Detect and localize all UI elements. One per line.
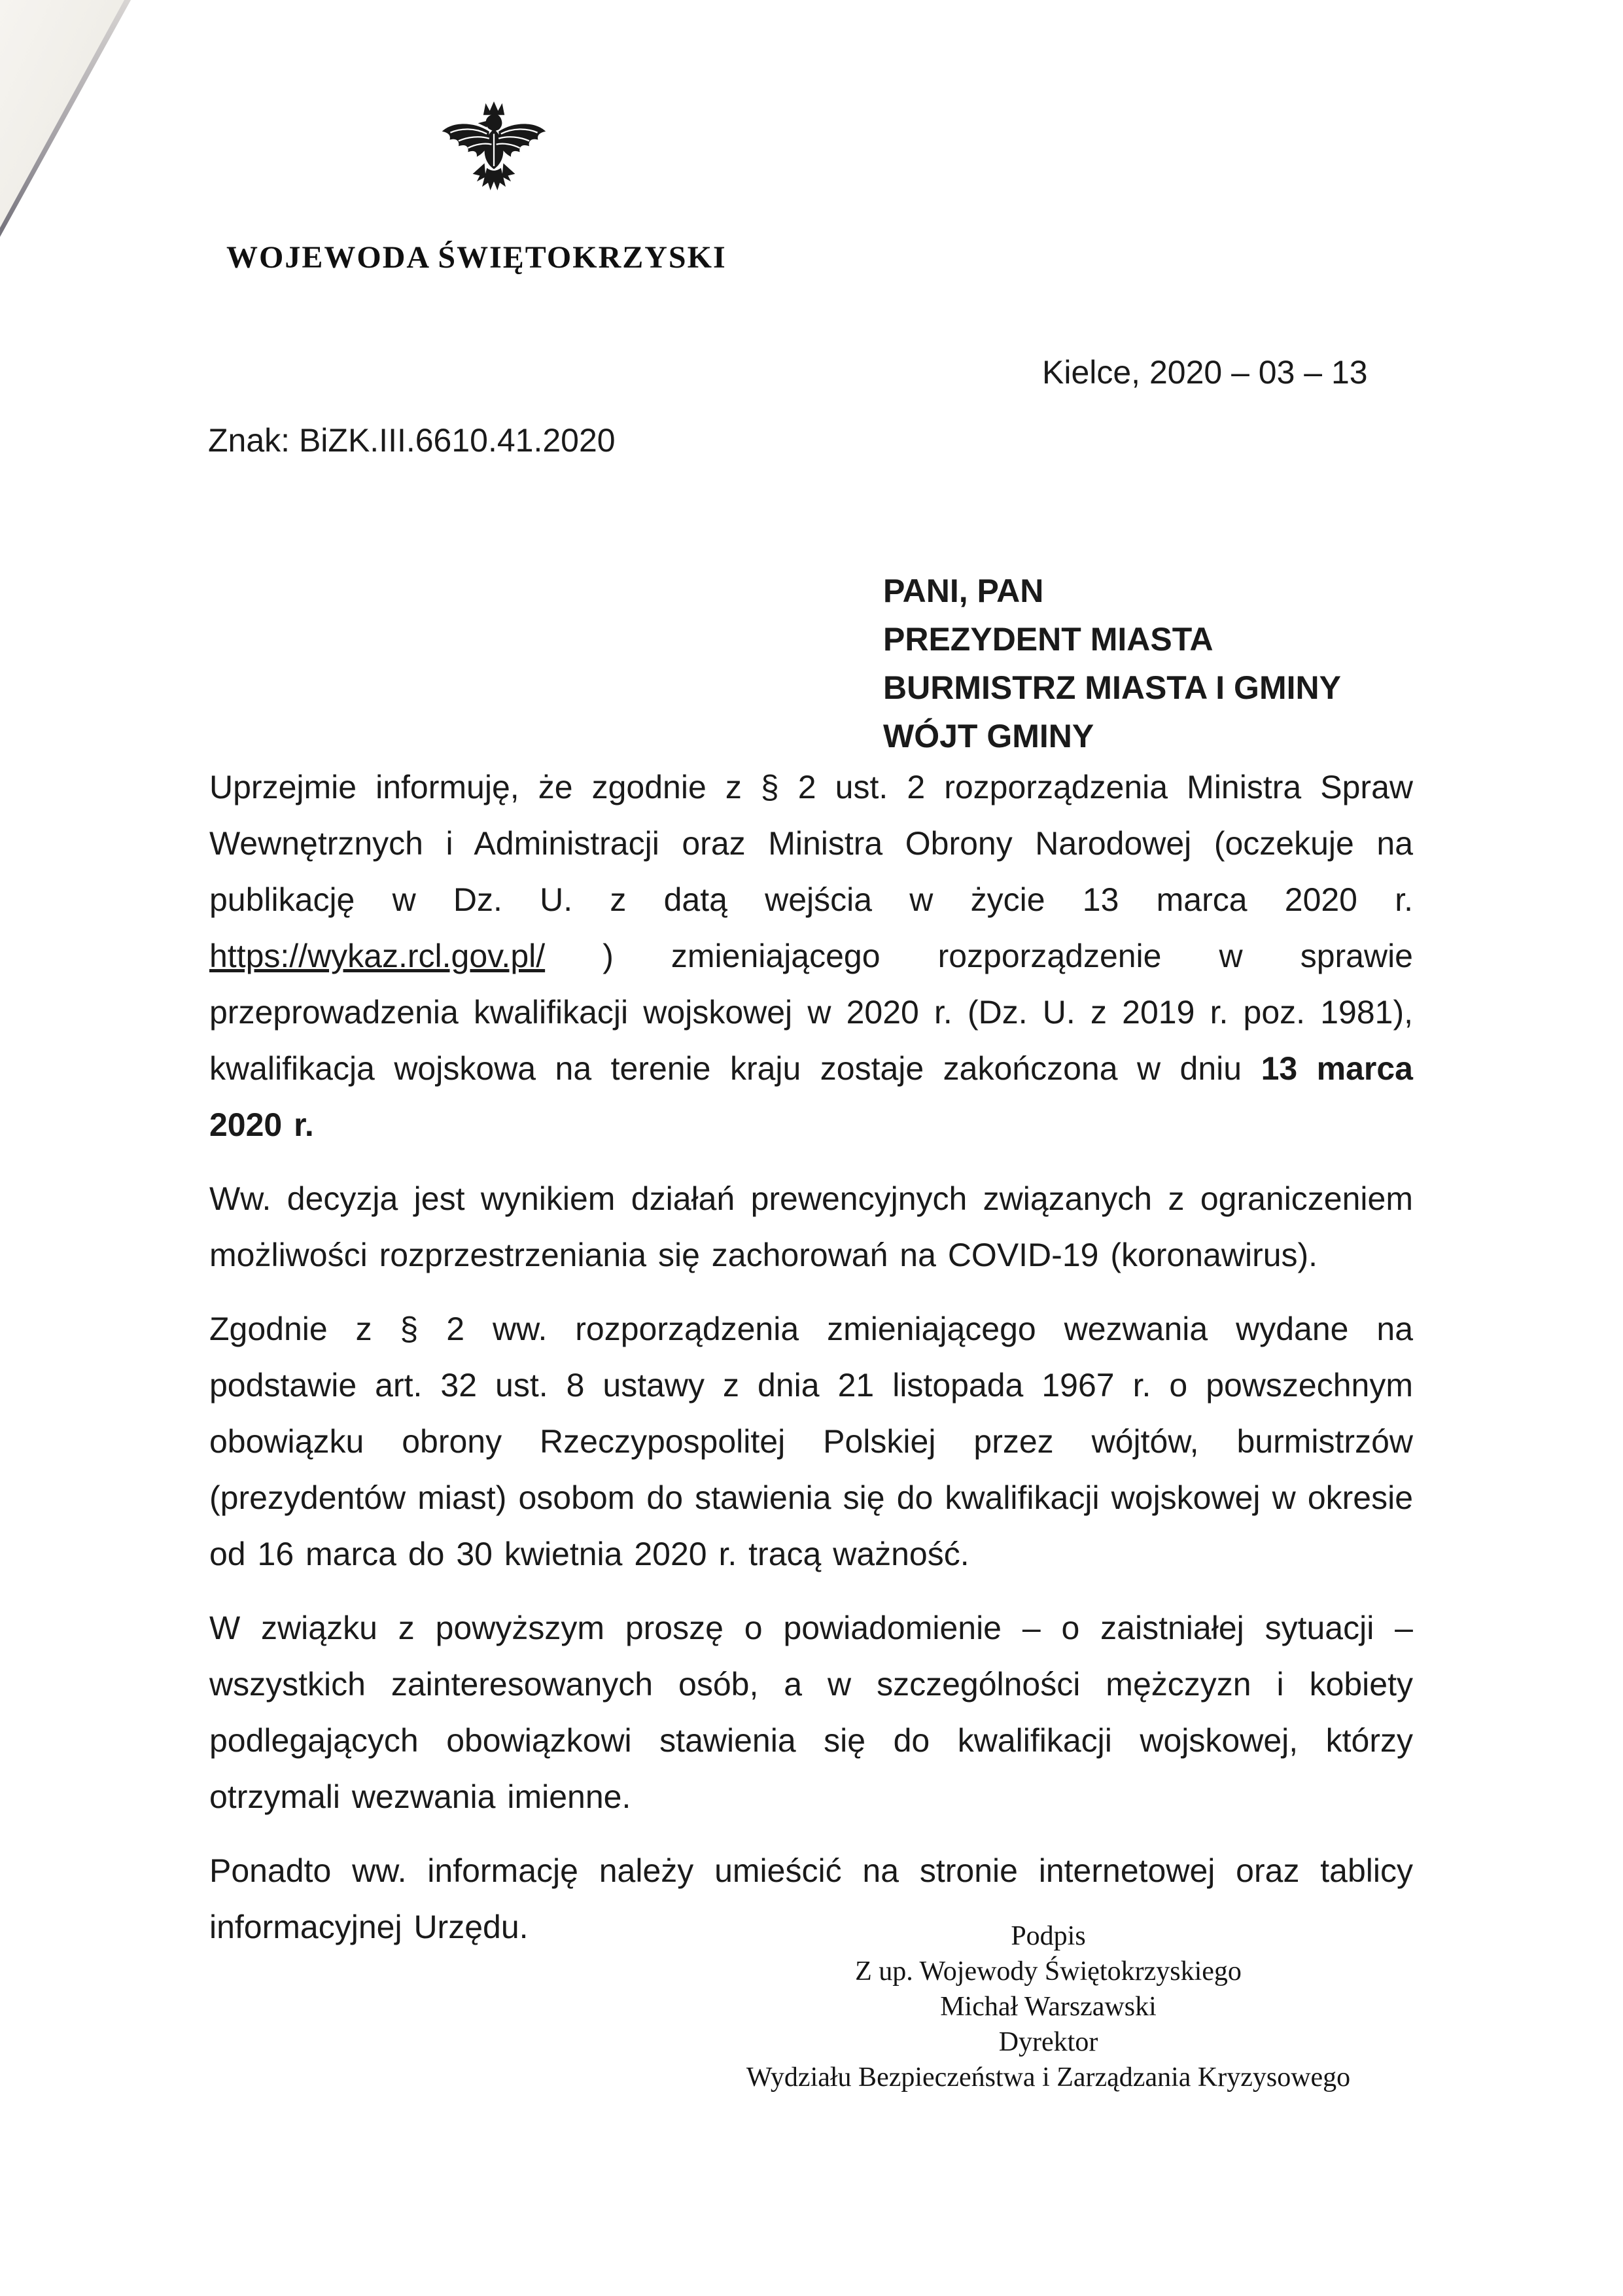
paragraph-4: W związku z powyższym proszę o powiadomienie – o zaistniałej sytuacji – wszystkich zainteresowanych osób, a w szczególności mężczyzn i kobiety podlegających obowiązkowi stawienia się do kwalifikacji wojskowej, którzy otrzymali wezwania imienne. <box>209 1610 1413 1815</box>
signature-line: Michał Warszawski <box>940 1992 1157 2022</box>
paragraph-3: Zgodnie z § 2 ww. rozporządzenia zmieniającego wezwania wydane na podstawie art. 32 ust. 8 ustawy z dnia 21 listopada 1967 r. o powszechnym obowiązku obrony Rzeczypospolitej Polskiej przez wójtów, burmistrzów (prezydentów miast) osobom do stawienia się do kwalifikacji wojskowej w okresie od 16 marca do 30 kwietnia 2020 r. tracą ważność. <box>209 1311 1413 1572</box>
recipient-line: BURMISTRZ MIASTA I GMINY <box>883 669 1341 706</box>
place-and-date: Kielce, 2020 – 03 – 13 <box>1042 354 1368 391</box>
paragraph-5: Ponadto ww. informację należy umieścić na stronie internetowej oraz tablicy informacyjnej Urzędu. <box>209 1852 1413 1945</box>
recipient-line: WÓJT GMINY <box>883 718 1094 754</box>
reference-number: Znak: BiZK.III.6610.41.2020 <box>208 422 616 459</box>
signature-line: Z up. Wojewody Świętokrzyskiego <box>855 1956 1242 1987</box>
signature-line: Dyrektor <box>998 2027 1098 2057</box>
page-fold-corner <box>0 0 124 228</box>
paragraph-2: Ww. decyzja jest wynikiem działań prewencyjnych związanych z ograniczeniem możliwości rozprzestrzeniania się zachorowań na COVID-19 (koronawirus). <box>209 1180 1413 1273</box>
polish-eagle-emblem-icon <box>435 98 553 211</box>
deadline-date-bold: 13 marca 2020 r. <box>209 1050 1413 1143</box>
recipient-block <box>883 567 1341 760</box>
paragraph-1-text: Uprzejmie informuję, że zgodnie z § 2 ust. 2 rozporządzenia Ministra Spraw Wewnętrznych i Administracji oraz Ministra Obrony Narodowej (oczekuje na publikację w Dz. U. z datą wejścia w życie 13 marca 2020 r. <box>209 769 1413 918</box>
recipient-line: PREZYDENT MIASTA <box>883 621 1213 658</box>
sender-title: WOJEWODA ŚWIĘTOKRZYSKI <box>226 240 727 275</box>
document-url: https://wykaz.rcl.gov.pl/ <box>209 938 546 974</box>
paragraph-1-text: ) zmieniającego rozporządzenie w sprawie przeprowadzenia kwalifikacji wojskowej w 2020 r. (Dz. U. z 2019 r. poz. 1981), kwalifikacja wojskowa na terenie kraju zostaje zakończona w dniu <box>209 938 1413 1087</box>
signature-line: Podpis <box>1011 1921 1086 1951</box>
recipient-line: PANI, PAN <box>883 573 1044 609</box>
letter-body <box>209 759 1413 1973</box>
signature-block <box>707 1918 1390 2095</box>
signature-line: Wydziału Bezpieczeństwa i Zarządzania Kryzysowego <box>746 2062 1351 2093</box>
paragraph-1 <box>209 759 1413 1153</box>
